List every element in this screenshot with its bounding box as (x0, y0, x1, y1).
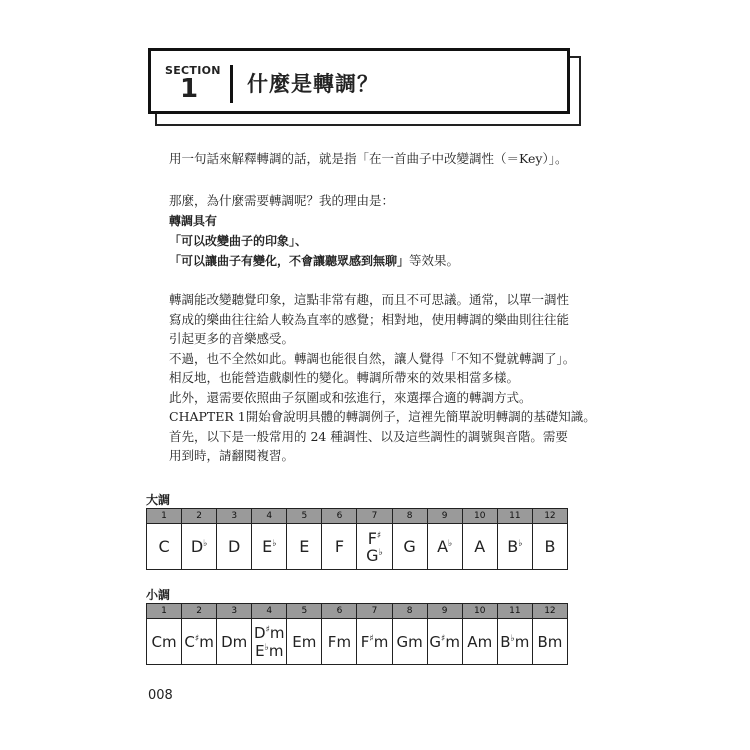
key-number-cell: 9 (427, 509, 462, 524)
paragraph: CHAPTER 1開始會說明具體的轉調例子，這裡先簡單說明轉調的基礎知識。 (169, 409, 596, 424)
key-number-cell: 1 (147, 509, 182, 524)
key-cell (497, 619, 532, 665)
major-key-row (147, 524, 568, 570)
major-keys-table (146, 508, 568, 570)
key-number-cell: 1 (147, 604, 182, 619)
key-cell (357, 524, 392, 570)
key-cell (287, 619, 322, 665)
section-divider (230, 65, 233, 103)
minor-key-row (147, 619, 568, 665)
accidental: ♭ (272, 539, 277, 549)
key-name: Am (467, 632, 493, 651)
key-name: G♭ (366, 545, 383, 565)
paragraph: 此外，還需要依照曲子氛圍或和弦進行，來選擇合適的轉調方式。 (169, 389, 532, 405)
key-number-cell: 10 (462, 509, 497, 524)
key-number-cell: 3 (217, 509, 252, 524)
key-name: A♭ (437, 537, 453, 556)
key-number-cell: 12 (532, 604, 567, 619)
key-name: B♭ (507, 537, 523, 556)
key-name: D♯m (254, 624, 285, 642)
key-cell (497, 524, 532, 570)
paragraph: 轉調能改變聽覺印象，這點非常有趣，而且不可思議。通常，以單一調性寫成的樂曲往往給人較為直率的感覺；相對地，使用轉調的樂曲則往往能引起更多的音樂感受。 (169, 292, 570, 346)
key-name: E♭m (255, 642, 284, 660)
key-number-cell: 6 (322, 509, 357, 524)
key-number-cell: 3 (217, 604, 252, 619)
key-cell (252, 619, 287, 665)
key-cell (462, 524, 497, 570)
key-cell (462, 619, 497, 665)
key-cell (392, 619, 427, 665)
key-name: G (403, 537, 416, 556)
accidental: ♯ (369, 633, 374, 644)
key-cell (322, 524, 357, 570)
key-name: B (544, 537, 556, 556)
key-name: Bm (537, 632, 563, 651)
major-table-label: 大調 (146, 493, 171, 507)
key-number-cell: 11 (497, 604, 532, 619)
accidental: ♯ (440, 633, 446, 644)
minor-number-row (147, 604, 568, 619)
accidental: ♯ (376, 530, 382, 541)
key-cell (217, 524, 252, 570)
section-title: 什麼是轉調？ (247, 72, 379, 96)
key-cell (532, 524, 567, 570)
bold-line-1: 轉調具有 (169, 214, 218, 228)
key-name: F (334, 537, 345, 556)
key-name: C (158, 537, 170, 556)
bold-line-3 (169, 252, 459, 270)
key-name: Dm (221, 632, 248, 651)
key-name: E♭ (262, 537, 277, 556)
accidental: ♭ (518, 539, 523, 549)
key-cell (182, 619, 217, 665)
paragraph: 不過，也不全然如此。轉調也能很自然，讓人覺得「不知不覺就轉調了」。相反地，也能營造戲劇性的變化。轉調所帶來的效果相當多樣。 (169, 350, 576, 385)
section-label: SECTION (165, 64, 221, 77)
bold-line-2: 「可以改變曲子的印象」、 (169, 234, 308, 248)
key-number-cell: 12 (532, 509, 567, 524)
key-cell (147, 619, 182, 665)
key-cell (532, 619, 567, 665)
key-name: Gm (396, 632, 423, 651)
accidental: ♭ (510, 633, 515, 644)
key-number-cell: 2 (182, 604, 217, 619)
key-name: B♭m (500, 632, 530, 651)
key-number-cell: 7 (357, 509, 392, 524)
key-number-cell: 4 (252, 509, 287, 524)
key-name: F♯m (360, 632, 389, 651)
key-number-cell: 10 (462, 604, 497, 619)
key-cell (427, 524, 462, 570)
key-number-cell: 4 (252, 604, 287, 619)
key-number-cell: 9 (427, 604, 462, 619)
key-name: D (228, 537, 241, 556)
accidental: ♯ (194, 633, 200, 644)
key-name: D♭ (190, 537, 208, 556)
minor-table-label: 小調 (146, 588, 171, 602)
enharmonic-stack (366, 529, 383, 563)
bold-line-3-suffix: 等效果。 (409, 253, 460, 268)
key-number-cell: 11 (497, 509, 532, 524)
key-name: C♯m (184, 632, 214, 651)
key-cell (147, 524, 182, 570)
section-number: 1 (179, 74, 199, 104)
key-number-cell: 8 (392, 604, 427, 619)
accidental: ♭ (203, 539, 208, 549)
key-name: E (299, 537, 310, 556)
key-name: F♯ (367, 528, 382, 548)
key-name: Cm (151, 632, 177, 651)
accidental: ♭ (378, 547, 383, 558)
accidental: ♭ (448, 539, 453, 549)
key-cell (427, 619, 462, 665)
key-cell (252, 524, 287, 570)
paragraph: 首先，以下是一般常用的 24 種調性、以及這些調性的調號與音階。需要用到時，請翻閱複習。 (169, 428, 568, 463)
key-number-cell: 5 (287, 604, 322, 619)
key-name: Fm (327, 632, 352, 651)
page-number: 008 (148, 688, 173, 703)
accidental: ♯ (265, 625, 270, 635)
minor-keys-table (146, 603, 568, 665)
key-number-cell: 7 (357, 604, 392, 619)
intro-text: 用一句話來解釋轉調的話，就是指「在一首曲子中改變調性（＝Key）」。 (169, 151, 568, 166)
key-name: G♯m (429, 632, 460, 651)
body-paragraphs (169, 290, 596, 466)
key-name: Em (292, 632, 317, 651)
key-number-cell: 8 (392, 509, 427, 524)
key-cell (392, 524, 427, 570)
bold-line-3-strong: 「可以讓曲子有變化，不會讓聽眾感到無聊」 (169, 254, 410, 268)
key-number-cell: 5 (287, 509, 322, 524)
key-name: A (474, 537, 486, 556)
key-cell (287, 524, 322, 570)
key-cell (322, 619, 357, 665)
question-text: 那麼，為什麼需要轉調呢？我的理由是： (169, 193, 395, 208)
accidental: ♭ (264, 643, 269, 653)
enharmonic-stack (254, 623, 285, 659)
key-number-cell: 2 (182, 509, 217, 524)
key-cell (217, 619, 252, 665)
key-cell (357, 619, 392, 665)
major-number-row (147, 509, 568, 524)
section-header (148, 48, 570, 114)
key-number-cell: 6 (322, 604, 357, 619)
key-cell (182, 524, 217, 570)
